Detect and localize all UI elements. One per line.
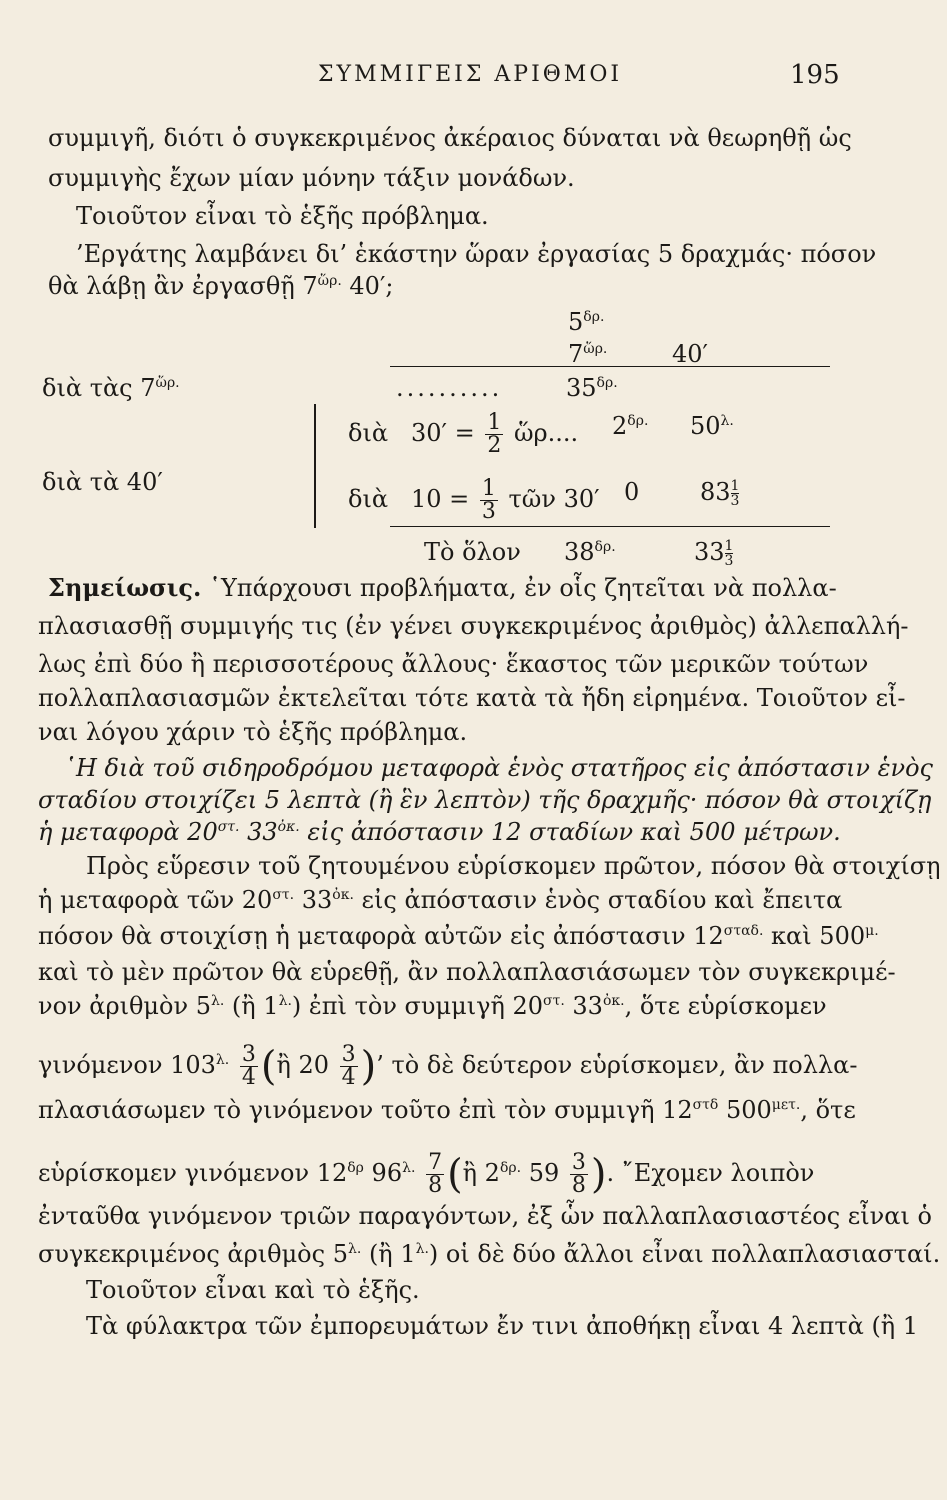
text: τῶν 30′ bbox=[508, 485, 600, 513]
numerator: 1 bbox=[730, 478, 740, 494]
superscript: δρ. bbox=[594, 539, 616, 555]
text: νον ἀριθμὸν 5 bbox=[38, 992, 211, 1020]
fraction bbox=[240, 1044, 258, 1089]
calc-10min-drachmas: 0 bbox=[624, 478, 640, 506]
text: , ὅτε εὑρίσκομεν bbox=[624, 992, 827, 1020]
superscript: στδ bbox=[692, 1097, 719, 1113]
denominator: 8 bbox=[571, 1173, 586, 1198]
superscript: ὀκ. bbox=[277, 819, 300, 835]
text: (ἢ 1 bbox=[361, 1240, 416, 1268]
superscript: στ. bbox=[217, 819, 240, 835]
value: 35 bbox=[566, 374, 597, 402]
text: ’ τὸ δὲ δεύτερον εὑρίσκομεν, ἂν πολλα- bbox=[376, 1051, 858, 1079]
text: ἡ μεταφορὰ τῶν 20 bbox=[38, 886, 273, 914]
fraction bbox=[485, 412, 503, 457]
text-line: πολλαπλασιασμῶν ἐκτελεῖται τότε κατὰ τὰ ἤδη εἰρημένα. Τοιοῦτον εἶ- bbox=[38, 684, 906, 712]
superscript: στ. bbox=[543, 993, 565, 1009]
numerator: 1 bbox=[481, 476, 496, 501]
denominator: 3 bbox=[724, 553, 734, 569]
text: ἢ 2 bbox=[462, 1159, 500, 1187]
text: 40′; bbox=[341, 272, 394, 300]
paren-open: ( bbox=[447, 1151, 463, 1198]
text: 10 = bbox=[410, 485, 470, 513]
calc-rate bbox=[568, 308, 604, 336]
superscript: ὥρ. bbox=[155, 375, 180, 391]
text-line bbox=[38, 1096, 856, 1124]
text-line: καὶ τὸ μὲν πρῶτον θὰ εὑρεθῇ, ἂν πολλαπλασιάσωμεν τὸν συγκεκριμέ- bbox=[38, 958, 896, 986]
text: 33 bbox=[239, 818, 278, 846]
superscript: ὀκ. bbox=[602, 993, 625, 1009]
denominator: 8 bbox=[428, 1173, 443, 1198]
superscript: μετ. bbox=[771, 1097, 801, 1113]
numerator: 1 bbox=[487, 410, 502, 435]
text-line: Τοιοῦτον εἶναι καὶ τὸ ἑξῆς. bbox=[86, 1276, 420, 1304]
text: εἰς ἀπόστασιν 12 σταδίων καὶ 500 μέτρων. bbox=[299, 818, 841, 846]
superscript: λ. bbox=[347, 1241, 362, 1257]
text: διὰ bbox=[348, 485, 389, 513]
value: 33 bbox=[694, 538, 725, 566]
superscript: ὥρ. bbox=[317, 273, 342, 289]
label: διὰ τὰς 7 bbox=[42, 374, 156, 402]
calc-total-lepta bbox=[694, 538, 733, 568]
text: θὰ λάβῃ ἂν ἐργασθῇ 7 bbox=[48, 272, 318, 300]
superscript: ὥρ. bbox=[583, 341, 608, 357]
text-line: ’Εργάτης λαμβάνει δι’ ἑκάστην ὥραν ἐργασίας 5 δραχμάς· πόσον bbox=[76, 240, 877, 268]
superscript: δρ. bbox=[499, 1160, 522, 1176]
text: εὑρίσκομεν γινόμενον 12 bbox=[38, 1159, 348, 1187]
value: 5 bbox=[568, 308, 584, 336]
calc-rule-top bbox=[390, 366, 830, 367]
denominator: 3 bbox=[730, 493, 740, 509]
value: 83 bbox=[700, 478, 731, 506]
text-line bbox=[38, 922, 879, 950]
denominator: 4 bbox=[241, 1065, 256, 1090]
text-line: ἐνταῦθα γινόμενον τριῶν παραγόντων, ἐξ ὧν παλλαπλασιαστέος εἶναι ὁ bbox=[38, 1202, 932, 1230]
superscript: λ. bbox=[720, 413, 734, 429]
text-line bbox=[38, 1240, 940, 1268]
text: 30′ = bbox=[410, 419, 475, 447]
denominator: 3 bbox=[481, 499, 496, 524]
calc-brace-line bbox=[314, 404, 316, 528]
calc-rule-bottom bbox=[390, 526, 830, 527]
fraction bbox=[426, 1152, 444, 1197]
text: ὥρ.... bbox=[513, 419, 579, 447]
calc-total-label: Τὸ ὅλον bbox=[424, 538, 521, 566]
text-line: Τοιοῦτον εἶναι τὸ ἑξῆς πρόβλημα. bbox=[76, 202, 489, 230]
fraction bbox=[340, 1044, 358, 1089]
calc-hours-result bbox=[566, 374, 618, 402]
fraction bbox=[570, 1152, 588, 1197]
text: διὰ bbox=[348, 419, 389, 447]
text-line: συμμιγῆ, διότι ὁ συγκεκριμένος ἀκέραιος δύναται νὰ θεωρηθῇ ὡς bbox=[48, 124, 852, 152]
denominator: 4 bbox=[341, 1065, 356, 1090]
superscript: μ. bbox=[865, 923, 879, 939]
note-heading: Σημείωσις. bbox=[48, 573, 202, 602]
value: 2 bbox=[612, 412, 628, 440]
text-line bbox=[38, 818, 841, 846]
text-line bbox=[38, 1044, 857, 1089]
denominator: 2 bbox=[487, 433, 502, 458]
text-line: ῾Η διὰ τοῦ σιδηροδρόμου μεταφορὰ ἑνὸς στατῆρος εἰς ἀπόστασιν ἑνὸς bbox=[64, 754, 933, 782]
text-line: πλασιασθῇ συμμιγής τις (ἐν γένει συγκεκριμένος ἀριθμὸς) ἀλλεπαλλή- bbox=[38, 612, 909, 640]
value: 50 bbox=[690, 412, 721, 440]
text: ῾Υπάρχουσι προβλήματα, ἐν οἷς ζητεῖται νὰ πολλα- bbox=[201, 574, 837, 602]
superscript: στ. bbox=[272, 887, 295, 903]
text: ἢ 20 bbox=[276, 1051, 330, 1079]
numerator: 3 bbox=[341, 1042, 356, 1067]
numerator: 1 bbox=[724, 538, 734, 554]
numerator: 3 bbox=[241, 1042, 256, 1067]
fraction bbox=[731, 479, 740, 508]
superscript: ὀκ. bbox=[332, 887, 354, 903]
text-line bbox=[48, 574, 837, 602]
superscript: δρ. bbox=[627, 413, 649, 429]
superscript: λ. bbox=[415, 1241, 429, 1257]
text: πόσον θὰ στοιχίσῃ ἡ μεταφορὰ αὐτῶν εἰς ἀπόστασιν 12 bbox=[38, 922, 724, 950]
calc-hours bbox=[568, 340, 607, 368]
superscript: λ. bbox=[402, 1160, 416, 1176]
text-line: ναι λόγου χάριν τὸ ἑξῆς πρόβλημα. bbox=[38, 718, 468, 746]
text: 33 bbox=[294, 886, 333, 914]
text-line: Πρὸς εὕρεσιν τοῦ ζητουμένου εὑρίσκομεν πρῶτον, πόσον θὰ στοιχίσῃ bbox=[86, 852, 941, 880]
calc-row-30min bbox=[348, 412, 578, 457]
fraction bbox=[725, 539, 734, 568]
text: 500 bbox=[718, 1096, 772, 1124]
text-line: σταδίου στοιχίζει 5 λεπτὰ (ἢ ἓν λεπτὸν) τῆς δραχμῆς· πόσον θὰ στοιχίζῃ bbox=[38, 786, 932, 814]
calc-30min-drachmas bbox=[612, 412, 648, 440]
numerator: 3 bbox=[571, 1150, 586, 1175]
text-line: λως ἐπὶ δύο ἢ περισσοτέρους ἄλλους· ἕκαστος τῶν μερικῶν τούτων bbox=[38, 650, 869, 678]
text: 59 bbox=[521, 1159, 560, 1187]
text-line bbox=[38, 992, 827, 1020]
page-number: 195 bbox=[790, 60, 840, 90]
text: (ἢ 1 bbox=[224, 992, 279, 1020]
text-line: Τὰ φύλακτρα τῶν ἐμπορευμάτων ἔν τινι ἀποθήκῃ εἶναι 4 λεπτὰ (ἢ 1 bbox=[86, 1312, 919, 1340]
value: 38 bbox=[564, 538, 595, 566]
text: καὶ 500 bbox=[763, 922, 866, 950]
text: ἡ μεταφορὰ 20 bbox=[38, 818, 218, 846]
paren-close: ) bbox=[360, 1043, 377, 1090]
text: ) ἐπὶ τὸν συμμιγῆ 20 bbox=[291, 992, 544, 1020]
text: , ὅτε bbox=[800, 1096, 856, 1124]
superscript: δρ bbox=[347, 1160, 364, 1176]
superscript: λ. bbox=[215, 1052, 230, 1068]
superscript: δρ. bbox=[583, 309, 605, 325]
numerator: 7 bbox=[428, 1150, 443, 1175]
superscript: δρ. bbox=[596, 375, 618, 391]
text: 96 bbox=[363, 1159, 403, 1187]
paren-close: ) bbox=[590, 1151, 607, 1198]
fraction bbox=[480, 478, 498, 523]
text-line bbox=[38, 1152, 814, 1197]
calc-10min-lepta bbox=[700, 478, 739, 508]
text-line bbox=[48, 272, 393, 300]
calc-30min-lepta bbox=[690, 412, 734, 440]
text-line bbox=[38, 886, 842, 914]
text: γινόμενον 103 bbox=[38, 1051, 216, 1079]
calc-label-minutes: διὰ τὰ 40′ bbox=[42, 468, 163, 496]
text-line: συμμιγὴς ἔχων μίαν μόνην τάξιν μονάδων. bbox=[48, 164, 575, 192]
running-title: ΣΥΜΜΙΓΕΙΣ ΑΡΙΘΜΟΙ bbox=[318, 62, 623, 87]
calc-label-hours bbox=[42, 374, 180, 402]
text: . ῎Εχομεν λοιπὸν bbox=[606, 1159, 815, 1187]
calc-minutes: 40′ bbox=[672, 340, 708, 368]
calc-row-10min bbox=[348, 478, 600, 523]
superscript: λ. bbox=[278, 993, 292, 1009]
calc-dots: .......... bbox=[396, 374, 503, 402]
text: πλασιάσωμεν τὸ γινόμενον τοῦτο ἐπὶ τὸν συμμιγῆ 12 bbox=[38, 1096, 693, 1124]
superscript: λ. bbox=[210, 993, 225, 1009]
calc-total-drachmas bbox=[564, 538, 616, 566]
text: 33 bbox=[564, 992, 603, 1020]
paren-open: ( bbox=[260, 1043, 277, 1090]
text: εἰς ἀπόστασιν ἑνὸς σταδίου καὶ ἔπειτα bbox=[353, 886, 843, 914]
superscript: σταδ. bbox=[723, 923, 764, 939]
text: ) οἱ δὲ δύο ἄλλοι εἶναι πολλαπλασιασταί. bbox=[428, 1240, 941, 1268]
text: συγκεκριμένος ἀριθμὸς 5 bbox=[38, 1240, 348, 1268]
value: 7 bbox=[568, 340, 584, 368]
